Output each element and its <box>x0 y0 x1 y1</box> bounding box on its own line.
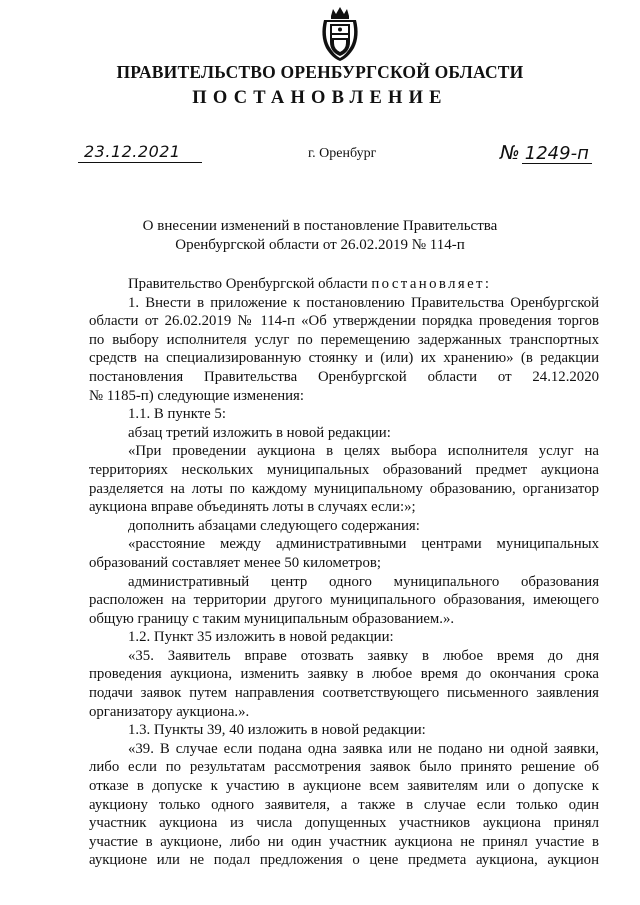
number-sign: № <box>500 142 520 164</box>
body-line: 1. Внести в приложение к постановлению Правительства Оренбургской <box>128 294 599 311</box>
body-line: разделяется на лоты по каждому муниципальному образованию, организатор <box>89 480 599 497</box>
body-line: расположен на территории другого муниципального образования, имеющего <box>89 592 599 609</box>
body-line: дополнить абзацами следующего содержания: <box>128 517 420 534</box>
body-line: общую границу с таким муниципальным образованием.». <box>89 610 455 627</box>
body-line: отказе в допуске к участию в аукционе всем заявителям или о допуске к <box>89 778 599 795</box>
body-line: средств на специализированную стоянку и (или) их хранению» (в редакции <box>89 350 599 367</box>
body-line: административный центр одного муниципального образования <box>128 573 599 590</box>
subject-line-1: О внесении изменений в постановление Правительства <box>142 218 498 234</box>
body-line: либо если по результатам рассмотрения заявок было принято решение об <box>89 759 599 776</box>
handwritten-number: 1249-п <box>524 143 589 164</box>
body-line: организатору аукциона.». <box>89 703 250 720</box>
body-line: 1.3. Пункты 39, 40 изложить в новой редакции: <box>128 722 426 739</box>
body-line: аукциона вправе объединять лоты в случаях если:»; <box>89 499 416 516</box>
handwritten-date: 23.12.2021 <box>84 142 181 161</box>
body-line: аукциону только одного заявителя, а также в случае если только один <box>89 796 599 813</box>
body-line: образований составляет менее 50 километров; <box>89 554 381 571</box>
body-line: абзац третий изложить в новой редакции: <box>128 424 391 441</box>
city-label: г. Оренбург <box>308 146 377 161</box>
government-title: ПРАВИТЕЛЬСТВО ОРЕНБУРГСКОЙ ОБЛАСТИ <box>116 62 524 82</box>
body-line: постановления Правительства Оренбургской области от 24.12.2020 <box>89 368 599 385</box>
body-line: участник аукциона из числа допущенных участников аукциона принял <box>89 815 599 832</box>
body-line: «расстояние между административными центрами муниципальных <box>128 536 599 553</box>
body-line: «При проведении аукциона в целях выбора исполнителя услуг на <box>128 443 599 460</box>
date-underline <box>78 162 202 163</box>
body-line: аукционе или не подал предложения о цене предмета аукциона, аукцион <box>89 852 599 869</box>
coat-of-arms-emblem <box>318 6 362 62</box>
body-line: № 1185-п) следующие изменения: <box>89 387 304 404</box>
body-line: «39. В случае если подана одна заявка или не подано ни одной заявки, <box>128 740 599 757</box>
document-type-title: ПОСТАНОВЛЕНИЕ <box>192 88 448 108</box>
number-underline <box>522 163 592 164</box>
subject-line-2: Оренбургской области от 26.02.2019 № 114-п <box>175 237 465 253</box>
decree-intro: Правительство Оренбургской области постановляет: <box>128 276 492 292</box>
body-line: «35. Заявитель вправе отозвать заявку в любое время до дня <box>128 647 599 664</box>
body-line: проведения аукциона, изменить заявку в любое время до окончания срока <box>89 666 599 683</box>
body-line: участие в аукционе, либо ни один участник аукциона не принял участие в <box>89 833 599 850</box>
document-meta-row <box>0 142 640 168</box>
body-line: по выбору исполнителя услуг по перемещению задержанных транспортных <box>89 331 599 348</box>
body-line: 1.1. В пункте 5: <box>128 406 226 423</box>
body-line: территориях нескольких муниципальных образований предмет аукциона <box>89 461 599 478</box>
document-number <box>500 142 589 164</box>
body-line: подачи заявок путем направления соответствующего письменного заявления <box>89 685 599 702</box>
body-line: 1.2. Пункт 35 изложить в новой редакции: <box>128 629 394 646</box>
document-subject <box>0 217 640 255</box>
body-line: области от 26.02.2019 № 114-п «Об утверждении порядка проведения торгов <box>89 313 599 330</box>
document-body <box>89 275 599 870</box>
